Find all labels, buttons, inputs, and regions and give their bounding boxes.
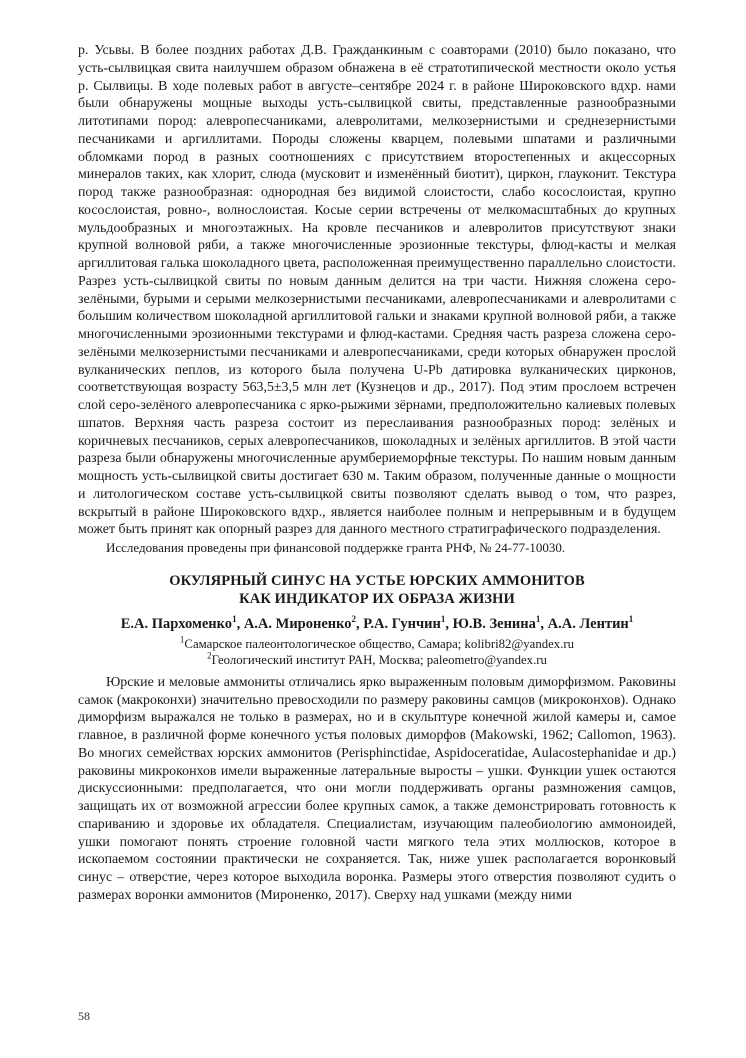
affiliation-1 bbox=[78, 636, 676, 652]
author-affil-mark: 1 bbox=[535, 613, 541, 624]
page-number: 58 bbox=[78, 1009, 90, 1023]
affiliation-text: Самарское палеонтологическое общество, Самара; kolibri82@yandex.ru bbox=[184, 636, 575, 651]
acknowledgement: Исследования проведены при финансовой поддержке гранта РНФ, № 24-77-10030. bbox=[106, 540, 566, 555]
author-name: Е.А. Пархоменко bbox=[120, 615, 233, 632]
author bbox=[243, 613, 364, 632]
affiliation-text: Геологический институт РАН, Москва; paleometro@yandex.ru bbox=[211, 652, 547, 667]
author-name: А.А. Лентин bbox=[547, 615, 629, 632]
article-title-line-2: КАК ИНДИКАТОР ИХ ОБРАЗА ЖИЗНИ bbox=[239, 590, 515, 607]
author-separator: , bbox=[356, 615, 364, 632]
author bbox=[363, 613, 453, 632]
author-separator: , bbox=[445, 615, 453, 632]
author-name: Ю.В. Зенина bbox=[452, 615, 536, 632]
author bbox=[120, 613, 244, 632]
author-separator: , bbox=[540, 615, 548, 632]
article-title-line-1: ОКУЛЯРНЫЙ СИНУС НА УСТЬЕ ЮРСКИХ АММОНИТОВ bbox=[169, 572, 585, 589]
author bbox=[547, 613, 634, 632]
affiliation-mark: 1 bbox=[179, 634, 185, 645]
article-title bbox=[78, 572, 676, 608]
author-name: А.А. Мироненко bbox=[243, 615, 352, 632]
author-affil-mark: 1 bbox=[628, 613, 634, 624]
author-affil-mark: 1 bbox=[232, 613, 237, 624]
page-content bbox=[78, 42, 676, 905]
author bbox=[452, 613, 548, 632]
article-body-paragraph: Юрские и меловые аммониты отличались ярко выраженным половым диморфизмом. Раковины самок (макроконхи) значительно превосходили по размеру раковины самцов (микроконхов). Однако диморфизм выражался не только в размерах, но и в скульптуре конечной жилой камеры и, самое главное, в различной форме конечного устья половых диморфов (Makowski, 1962; Callomon, 1963). Во многих семействах юрских аммонитов (Perisphinctidae, Aspidoceratidae, Aulacostephanidae и др.) раковины микроконхов имели выраженные латеральные выросты – ушки. Функции ушек остаются дискуссионными: предполагается, что они могли поддерживать органы размножения самцов, защищать их от возможной агрессии более крупных самок, а также демонстрировать готовность к спариванию и здоровье их обладателя. Специалистам, изучающим палеобиологию аммоноидей, ушки помогают понять строение головной части мягкого тела этих моллюсков, которое в ископаемом состоянии практически не сохраняется. Так, ниже ушек располагается воронковый синус – отверстие, через которое выходила воронка. Размеры этого отверстия позволяют судить о размерах воронки аммонитов (Мироненко, 2017). Сверху над ушками (между ними bbox=[78, 674, 676, 903]
author-separator: , bbox=[236, 615, 244, 632]
affiliations bbox=[78, 636, 676, 668]
author-affil-mark: 2 bbox=[351, 613, 357, 624]
affiliation-2 bbox=[78, 652, 676, 668]
author-list bbox=[78, 615, 676, 633]
author-affil-mark: 1 bbox=[440, 613, 446, 624]
affiliation-mark: 2 bbox=[207, 650, 212, 661]
author-name: Р.А. Гунчин bbox=[363, 615, 441, 632]
intro-paragraph: р. Усьвы. В более поздних работах Д.В. Гражданкиным с соавторами (2010) было показано, что усть-сылвицкая свита наилучшем образом обнажена в её стратотипической местности около устья р. Сылвицы. В ходе полевых работ в августе–сентябре 2024 г. в районе Широковского вдхр. нами были обнаружены мощные выходы усть-сылвицкой свиты, представленные разнообразными литотипами пород: алевропесчаниками, алевролитами, мелкозернистыми и среднезернистыми песчаниками и аргиллитами. Породы сложены кварцем, полевыми шпатами и различными обломками пород в разных соотношениях с присутствием второстепенных и акцессорных минералов таких, как хлорит, слюда (мусковит и изменённый биотит), циркон, глауконит. Текстура пород также разнообразная: однородная без видимой слоистости, слабо косослоистая, крупно косослоистая, ровно-, волнослоистая. Косые серии встречены от мелкомасштабных до крупных мульдообразных и многоэтажных. На кровле песчаников и алевролитов присутствуют знаки крупной волновой ряби, а также многочисленные эрозионные текстуры, флюд-касты и мелкая аргиллитовая галька шоколадного цвета, расположенная преимущественно параллельно слоистости. Разрез усть-сылвицкой свиты по новым данным делится на три части. Нижняя сложена серо-зелёными, бурыми и серыми мелкозернистыми песчаниками, алевропесчаниками и алевролитами с большим количеством шоколадной аргиллитовой гальки и знаками крупной волновой ряби, а также многочисленными эрозионными текстурами и флюд-кастами. Средняя часть разреза сложена серо-зелёными мелкозернистыми песчаниками и алевропесчаниками, среди которых обнаружен прослой вулканических пеплов, из которого была получена U-Pb датировка вулканических цирконов, соответствующая возрасту 563,5±3,5 млн лет (Кузнецов и др., 2017). Под этим прослоем встречен слой серо-зелёного алевропесчаника с ярко-рыжими зёрнами, предположительно калиевых полевых шпатов. Верхняя часть разреза состоит из переслаивания разнообразных пород: зелёных и коричневых песчаников, серых алевропесчаников, шоколадных и зелёных аргиллитов. В этой части разреза были обнаружены многочисленные арумбериеморфные текстуры. По нашим новым данным мощность усть-сылвицкой свиты достигает 630 м. Таким образом, полученные данные о мощности и литологическом составе усть-сылвицкой свиты позволяют сделать вывод о том, что разрез, вскрытый в районе Широковского вдхр., является наиболее полным и непрерывным и в будущем может быть принят как опорный разрез для данного местного стратиграфического подразделения. bbox=[78, 43, 676, 538]
